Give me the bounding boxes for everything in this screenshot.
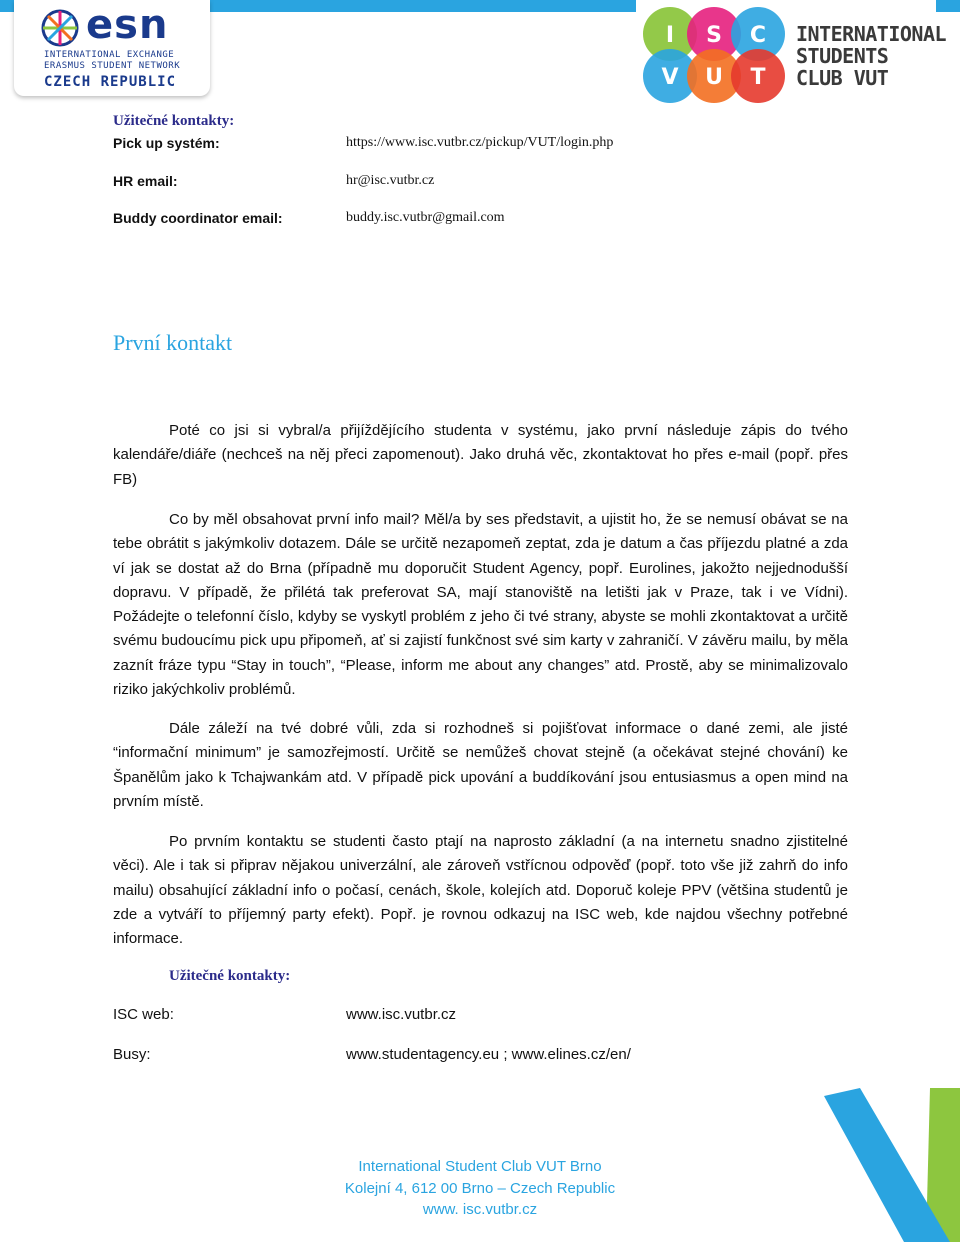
isc-letter-3: C bbox=[749, 23, 767, 48]
contact-label-buddy: Buddy coordinator email: bbox=[113, 210, 283, 226]
paragraph-1-text: Poté co jsi si vybral/a přijíždějícího studenta v systému, jako první následuje zápis do tvého kalendáře/diáře (nechceš na něj přeci zapomenout). Jako druhá věc, zkontaktovat ho přes e-mail (popř. přes FB) bbox=[113, 422, 848, 488]
footer-line-2: Kolejní 4, 612 00 Brno – Czech Republic bbox=[344, 1180, 616, 1197]
esn-line-1: INTERNATIONAL EXCHANGE bbox=[44, 50, 175, 60]
contact-value-buddy[interactable]: buddy.isc.vutbr@gmail.com bbox=[346, 210, 505, 225]
esn-star-icon bbox=[40, 8, 80, 48]
corner-decoration-icon bbox=[800, 1080, 960, 1242]
isc-letter-4: V bbox=[661, 65, 679, 90]
isc-letter-6: T bbox=[750, 65, 766, 90]
section-title: První kontakt bbox=[113, 330, 233, 355]
paragraph-3 bbox=[113, 717, 848, 814]
paragraph-4 bbox=[113, 830, 848, 951]
isc-word-1: INTERNATIONAL bbox=[796, 22, 947, 46]
contact-label-pickup: Pick up systém: bbox=[113, 135, 220, 151]
paragraph-2 bbox=[113, 508, 848, 702]
esn-logo bbox=[14, 0, 210, 96]
footer-line-1: International Student Club VUT Brno bbox=[358, 1158, 602, 1175]
paragraph-2-text: Co by měl obsahovat první info mail? Měl/a by ses představit, a ujistit ho, že se nemusí obávat se na tebe obrátit s jakýmkoliv dotazem. Dále se určitě nezapomeň zeptat, zda je datum a čas příjezdu platné a zda ví jak se dostat až do Brna (případně mu doporučit Student Agency, popř. Eurolines, jakožto nejjednodušší dopravu. V případě, že přilétá tak preferovat SA, mají stanoviště na letišti jak v Praze, tak i ve Vídni). Požádejte o telefonní číslo, kdyby se vyskytl problém z jeho či tvé strany, abyste se mohli zkontaktovat a určitě svému budoucímu pick upu připomeň, ať si zajistí funkčnost své sim karty v zahraničí. V závěru mailu, by měla zaznít fráze typu “Stay in touch”, “Please, inform me about any changes” atd. Prostě, aby se minimalizovalo riziko jakýchkoliv problémů. bbox=[113, 511, 848, 699]
contacts-top-heading: Užitečné kontakty: bbox=[113, 113, 235, 129]
isc-word-2: STUDENTS bbox=[796, 44, 889, 68]
isc-letter-1: I bbox=[665, 23, 675, 48]
isc-logo-circles bbox=[640, 2, 790, 106]
esn-country: CZECH REPUBLIC bbox=[44, 74, 177, 90]
contact-label-isc-web: ISC web: bbox=[113, 1006, 174, 1023]
contacts-bottom-heading: Užitečné kontakty: bbox=[169, 968, 291, 984]
contact-value-busy[interactable]: www.studentagency.eu ; www.elines.cz/en/ bbox=[346, 1046, 631, 1063]
contact-value-hr[interactable]: hr@isc.vutbr.cz bbox=[346, 173, 435, 188]
contact-value-pickup[interactable]: https://www.isc.vutbr.cz/pickup/VUT/login.php bbox=[346, 135, 614, 150]
isc-letter-5: U bbox=[705, 65, 723, 90]
contact-label-busy: Busy: bbox=[113, 1046, 151, 1063]
contact-label-hr: HR email: bbox=[113, 173, 178, 189]
isc-word-3: CLUB VUT bbox=[796, 66, 889, 90]
paragraph-1 bbox=[113, 419, 848, 492]
esn-wordmark: esn bbox=[86, 2, 169, 48]
footer-line-3[interactable]: www. isc.vutbr.cz bbox=[422, 1201, 538, 1218]
paragraph-4-text: Po prvním kontaktu se studenti často ptají na naprosto základní (a na internetu snadno zjistitelné věci). Ale i tak si připrav nějakou univerzální, ale zároveň vstřícnou odpověď (popř. toto vše již zahrň do info mailu) obsahující základní info o počasí, cenách, škole, kolejích atd. Doporuč koleje PPV (většina studentů je zde a vytváří to příjemný party efekt). Popř. je rovnou odkazuj na ISC web, kde najdou všechny potřebné informace. bbox=[113, 833, 848, 948]
contact-value-isc-web[interactable]: www.isc.vutbr.cz bbox=[346, 1006, 457, 1023]
isc-letter-2: S bbox=[706, 23, 722, 48]
esn-line-2: ERASMUS STUDENT NETWORK bbox=[44, 61, 181, 71]
paragraph-3-text: Dále záleží na tvé dobré vůli, zda si rozhodneš si pojišťovat informace o dané zemi, ale jisté “informační minimum” je samozřejmostí. Určitě se nemůžeš chovat stejně (a očekávat stejné chování) ke Španělům jako k Tchajwankám atd. V případě pick upování a buddíkování jsou entusiasmus a open mind na prvním místě. bbox=[113, 720, 848, 810]
